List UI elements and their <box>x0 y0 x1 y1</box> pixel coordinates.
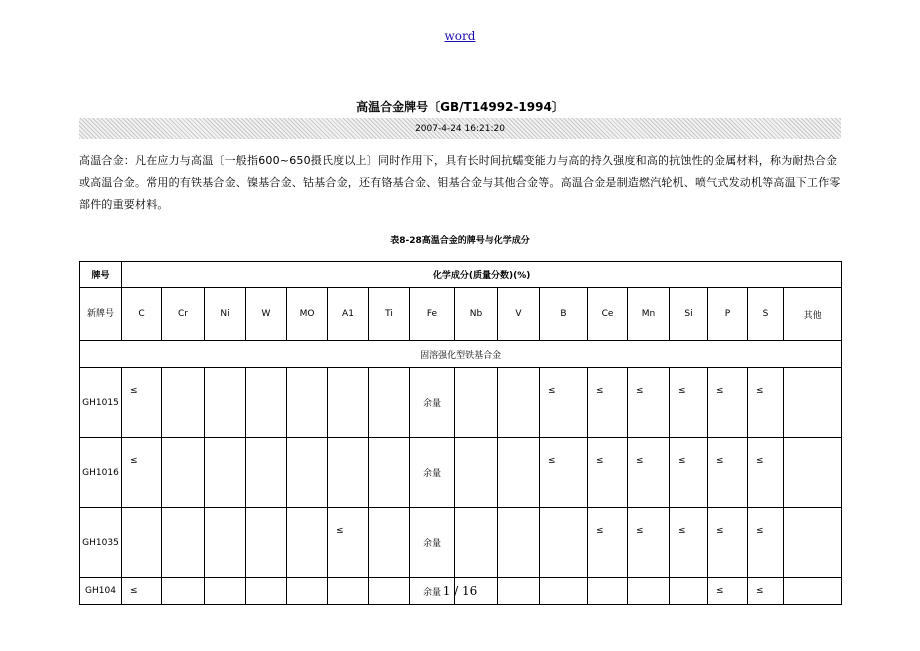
header-word-link[interactable]: word <box>444 29 476 43</box>
header-new-grade: 新牌号 <box>80 288 122 341</box>
value-cell <box>369 508 410 578</box>
value-cell: ≤ <box>708 578 748 605</box>
value-cell <box>498 438 540 508</box>
value-cell <box>246 508 287 578</box>
value-cell <box>162 508 205 578</box>
value-cell <box>328 438 369 508</box>
grade-cell: GH1016 <box>80 438 122 508</box>
value-cell: ≤ <box>540 368 588 438</box>
value-cell: ≤ <box>708 508 748 578</box>
value-cell: ≤ <box>588 508 628 578</box>
value-cell <box>455 368 498 438</box>
value-cell: ≤ <box>670 368 708 438</box>
value-cell: ≤ <box>670 508 708 578</box>
value-cell <box>369 438 410 508</box>
value-cell <box>784 368 842 438</box>
value-cell: 余量 <box>410 368 455 438</box>
group-label: 固溶强化型铁基合金 <box>80 341 842 368</box>
page-number: 1 / 16 <box>442 584 478 598</box>
value-cell: ≤ <box>670 438 708 508</box>
value-cell: ≤ <box>122 578 162 605</box>
value-cell <box>287 508 328 578</box>
value-cell <box>162 438 205 508</box>
value-cell: ≤ <box>328 508 369 578</box>
value-cell: ≤ <box>708 438 748 508</box>
element-header: Mn <box>628 288 670 341</box>
table-header-row <box>80 262 842 288</box>
intro-paragraph: 高温合金：凡在应力与高温〔一般指600~650摄氏度以上〕同时作用下，具有长时间抗蠕变能力与高的持久强度和高的抗蚀性的金属材料，称为耐热合金或高温合金。常用的有铁基合金、镍基合金、钴基合金，还有铬基合金、钼基合金与其他合金等。高温合金是制造燃汽轮机、喷气式发动机等高温下工作零部件的重要材料。 <box>79 154 841 211</box>
grade-cell: GH1015 <box>80 368 122 438</box>
header-composition: 化学成分(质量分数)(%) <box>122 262 842 288</box>
element-header: Ni <box>205 288 246 341</box>
element-header: P <box>708 288 748 341</box>
value-cell <box>784 508 842 578</box>
value-cell <box>205 508 246 578</box>
value-cell: ≤ <box>122 368 162 438</box>
table-row <box>80 508 842 578</box>
value-cell <box>246 438 287 508</box>
value-cell <box>205 368 246 438</box>
grade-cell: GH1035 <box>80 508 122 578</box>
value-cell <box>287 438 328 508</box>
value-cell <box>540 508 588 578</box>
element-header: C <box>122 288 162 341</box>
value-cell <box>205 438 246 508</box>
grade-cell: GH104 <box>80 578 122 605</box>
element-header: B <box>540 288 588 341</box>
value-cell <box>287 368 328 438</box>
value-cell <box>455 438 498 508</box>
value-cell: ≤ <box>122 438 162 508</box>
value-cell: 余量 <box>410 578 455 605</box>
value-cell: ≤ <box>748 508 784 578</box>
element-header: S <box>748 288 784 341</box>
value-cell <box>498 508 540 578</box>
value-cell: 余量 <box>410 508 455 578</box>
value-cell: ≤ <box>708 368 748 438</box>
element-header: Nb <box>455 288 498 341</box>
value-cell: ≤ <box>588 438 628 508</box>
element-header-row <box>80 288 842 341</box>
value-cell: ≤ <box>628 438 670 508</box>
value-cell <box>162 368 205 438</box>
value-cell: ≤ <box>628 508 670 578</box>
value-cell: 余量 <box>410 438 455 508</box>
table-row <box>80 368 842 438</box>
composition-table <box>79 261 842 605</box>
element-header: Fe <box>410 288 455 341</box>
element-header: A1 <box>328 288 369 341</box>
element-header: MO <box>287 288 328 341</box>
value-cell <box>498 368 540 438</box>
table-caption: 表8-28高温合金的牌号与化学成分 <box>390 236 530 246</box>
value-cell <box>122 508 162 578</box>
value-cell <box>328 368 369 438</box>
value-cell <box>455 508 498 578</box>
value-cell <box>369 368 410 438</box>
element-header: 其他 <box>784 288 842 341</box>
element-header: Ce <box>588 288 628 341</box>
value-cell: ≤ <box>540 438 588 508</box>
date-bar <box>79 118 841 139</box>
element-header: W <box>246 288 287 341</box>
group-row <box>80 341 842 368</box>
value-cell: ≤ <box>588 368 628 438</box>
value-cell: ≤ <box>748 578 784 605</box>
value-cell: ≤ <box>628 368 670 438</box>
page-title: 高温合金牌号〔GB/T14992-1994〕 <box>356 100 564 114</box>
table-row <box>80 438 842 508</box>
element-header: Ti <box>369 288 410 341</box>
value-cell <box>246 368 287 438</box>
header-grade: 牌号 <box>80 262 122 288</box>
publish-date: 2007-4-24 16:21:20 <box>415 123 505 134</box>
element-header: Cr <box>162 288 205 341</box>
element-header: Si <box>670 288 708 341</box>
element-header: V <box>498 288 540 341</box>
value-cell: ≤ <box>748 438 784 508</box>
value-cell <box>784 438 842 508</box>
value-cell: ≤ <box>748 368 784 438</box>
